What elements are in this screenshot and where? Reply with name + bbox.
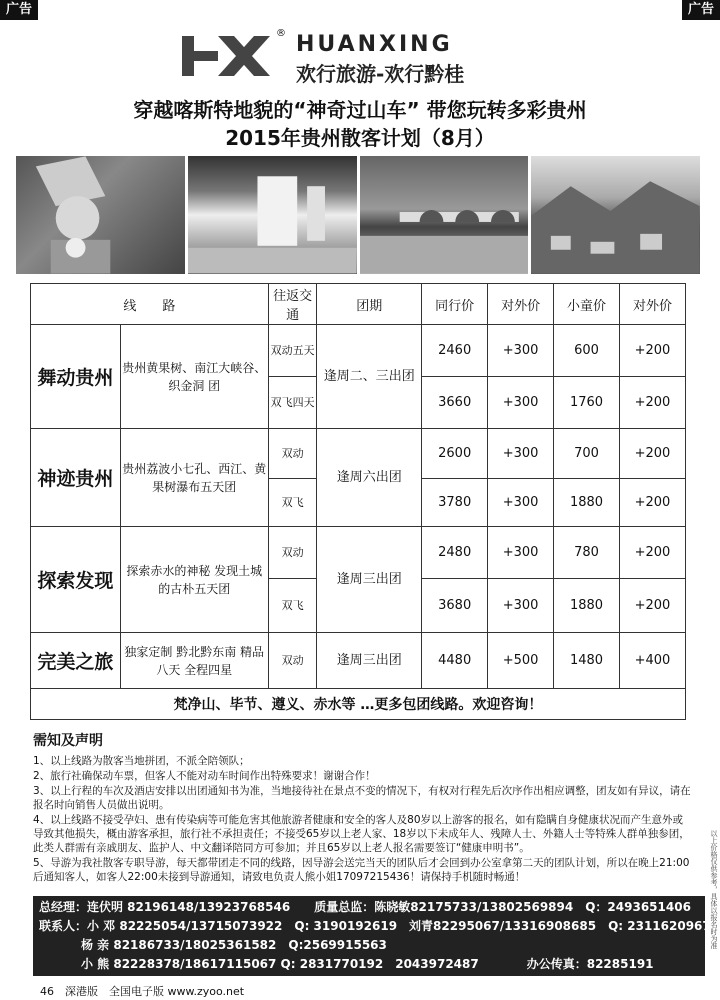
schedule-cell: 逢周二、三出团: [317, 325, 422, 429]
retail-price-cell: +300: [488, 429, 554, 479]
peer-price-cell: 3780: [422, 479, 488, 527]
brand-cell: 完美之旅: [31, 633, 121, 689]
retail-price-cell: +300: [488, 527, 554, 579]
child-price-cell: 1880: [554, 579, 620, 633]
schedule-cell: 逢周三出团: [317, 633, 422, 689]
transport-cell: 双飞四天: [268, 377, 317, 429]
child-retail-cell: +200: [619, 479, 685, 527]
table-row: [31, 527, 686, 579]
header-child-price: 小童价: [554, 284, 620, 325]
route-price-table: [30, 283, 686, 720]
brand-name-cn: 欢行旅游-欢行黔桂: [296, 62, 465, 86]
photo-strip: [16, 156, 700, 274]
header-transport: 往返交通: [268, 284, 317, 325]
transport-cell: 双飞: [268, 479, 317, 527]
header-child-retail: 对外价: [619, 284, 685, 325]
peer-price-cell: 4480: [422, 633, 488, 689]
header-schedule: 团期: [317, 284, 422, 325]
retail-price-cell: +300: [488, 579, 554, 633]
child-price-cell: 1480: [554, 633, 620, 689]
route-cell: 贵州荔波小七孔、西江、黄果树瀑布五天团: [120, 429, 268, 527]
child-price-cell: 1760: [554, 377, 620, 429]
contact-panel: [33, 896, 711, 976]
child-retail-cell: +200: [619, 429, 685, 479]
bridge-illustration-icon: [360, 156, 529, 274]
contact-row-manager: 总经理：连伏明 82196148/13923768546 质量总监：陈晓敏82175733/13802569894 Q：2493651406: [39, 900, 691, 914]
table-header-row: [31, 284, 686, 325]
notice-item: 2、旅行社确保动车票，但客人不能对动车时间作出特殊要求！谢谢合作！: [33, 770, 376, 782]
brand-cell: 舞动贵州: [31, 325, 121, 429]
peer-price-cell: 2460: [422, 325, 488, 377]
peer-price-cell: 2600: [422, 429, 488, 479]
waterfall-illustration-icon: [188, 156, 357, 274]
notice-title: 需知及声明: [33, 733, 103, 749]
table-row: [31, 325, 686, 377]
more-routes-row: [31, 689, 686, 720]
brand-cell: 神迹贵州: [31, 429, 121, 527]
company-logo: [178, 28, 538, 84]
notice-item: 1、以上线路为散客当地拼团，不派全陪领队；: [33, 755, 250, 767]
photo-waterfall: [188, 156, 357, 274]
photo-village: [531, 156, 700, 274]
table-row: [31, 429, 686, 479]
photo-miao-girl: [16, 156, 185, 274]
retail-price-cell: +300: [488, 479, 554, 527]
brand-name-en: HUANXING: [296, 32, 453, 57]
notice-item: 4、以上线路不接受孕妇、患有传染病等可能危害其他旅游者健康和安全的客人及80岁以上游客的报名，如有隐瞒自身健康状况而产生意外或导致其他损失，概由游客承担，旅行社不承担责任；不接受65岁以上老人家、18岁以下未成年人、残障人士、外籍人士等特殊人群单独参团，此类人群需有亲戚朋友、监护人、中文翻译陪同方可参加；并且65岁以上老人报名需要签订“健康申明书”。: [33, 814, 690, 854]
headline-plan-title: 2015年贵州散客计划（8月）: [225, 126, 495, 150]
peer-price-cell: 3680: [422, 579, 488, 633]
child-price-cell: 1880: [554, 479, 620, 527]
contact-row-deng: 联系人：小 邓 82225054/13715073922 Q: 3190192619 刘青82295067/13316908685 Q: 2311620967: [39, 919, 711, 933]
header-route: 线 路: [31, 284, 269, 325]
route-cell: 独家定制 黔北黔东南 精品八天 全程四星: [120, 633, 268, 689]
transport-cell: 双动: [268, 633, 317, 689]
side-note: 以上价格仅供参考，具体以报名时为准: [710, 830, 718, 949]
ad-label-right: 广告: [682, 0, 720, 20]
retail-price-cell: +500: [488, 633, 554, 689]
child-price-cell: 780: [554, 527, 620, 579]
child-retail-cell: +200: [619, 527, 685, 579]
village-illustration-icon: [531, 156, 700, 274]
notice-item: 5、导游为我社散客专职导游，每天都带团走不同的线路，因导游会送完当天的团队后才会回到办公室拿第二天的团队计划，所以在晚上21:00后通知客人，如客人22:00未接到导游通知，请致电负责人熊小姐17097215436！请保持手机随时畅通！: [33, 857, 690, 883]
table-row: [31, 633, 686, 689]
child-retail-cell: +200: [619, 325, 685, 377]
child-retail-cell: +200: [619, 377, 685, 429]
transport-cell: 双动: [268, 527, 317, 579]
page-footer: 46 深港版 全国电子版 www.zyoo.net: [40, 985, 245, 998]
child-retail-cell: +200: [619, 579, 685, 633]
route-cell: 探索赤水的神秘 发现土城的古朴五天团: [120, 527, 268, 633]
route-cell: 贵州黄果树、南江大峡谷、织金洞 团: [120, 325, 268, 429]
headline-slogan: 穿越喀斯特地貌的“神奇过山车” 带您玩转多彩贵州: [133, 98, 587, 122]
notice-list: [33, 754, 693, 885]
more-routes-text: 梵净山、毕节、遵义、赤水等 …更多包团线路。欢迎咨询！: [31, 689, 686, 720]
ad-label-left: 广告: [0, 0, 38, 20]
contact-row-yang: 杨 亲 82186733/18025361582 Q:2569915563: [81, 938, 387, 952]
child-price-cell: 600: [554, 325, 620, 377]
retail-price-cell: +300: [488, 325, 554, 377]
child-price-cell: 700: [554, 429, 620, 479]
schedule-cell: 逢周六出团: [317, 429, 422, 527]
child-retail-cell: +400: [619, 633, 685, 689]
transport-cell: 双动五天: [268, 325, 317, 377]
retail-price-cell: +300: [488, 377, 554, 429]
header-retail-price: 对外价: [488, 284, 554, 325]
registered-mark: ®: [276, 28, 286, 39]
peer-price-cell: 2480: [422, 527, 488, 579]
notice-item: 3、以上行程的车次及酒店安排以出团通知书为准，当地接待社在景点不变的情况下，有权对行程先后次序作出相应调整，团友如有异议，请在报名时向销售人员做出说明。: [33, 785, 691, 811]
hx-logo-mark-icon: [178, 32, 274, 80]
schedule-cell: 逢周三出团: [317, 527, 422, 633]
contact-row-xiong: 小 熊 82228378/18617115067 Q: 2831770192 2043972487 办公传真：82285191: [81, 957, 654, 971]
transport-cell: 双飞: [268, 579, 317, 633]
header-peer-price: 同行价: [422, 284, 488, 325]
transport-cell: 双动: [268, 429, 317, 479]
peer-price-cell: 3660: [422, 377, 488, 429]
photo-stone-bridge: [360, 156, 529, 274]
brand-cell: 探索发现: [31, 527, 121, 633]
miao-girl-illustration-icon: [16, 156, 185, 274]
